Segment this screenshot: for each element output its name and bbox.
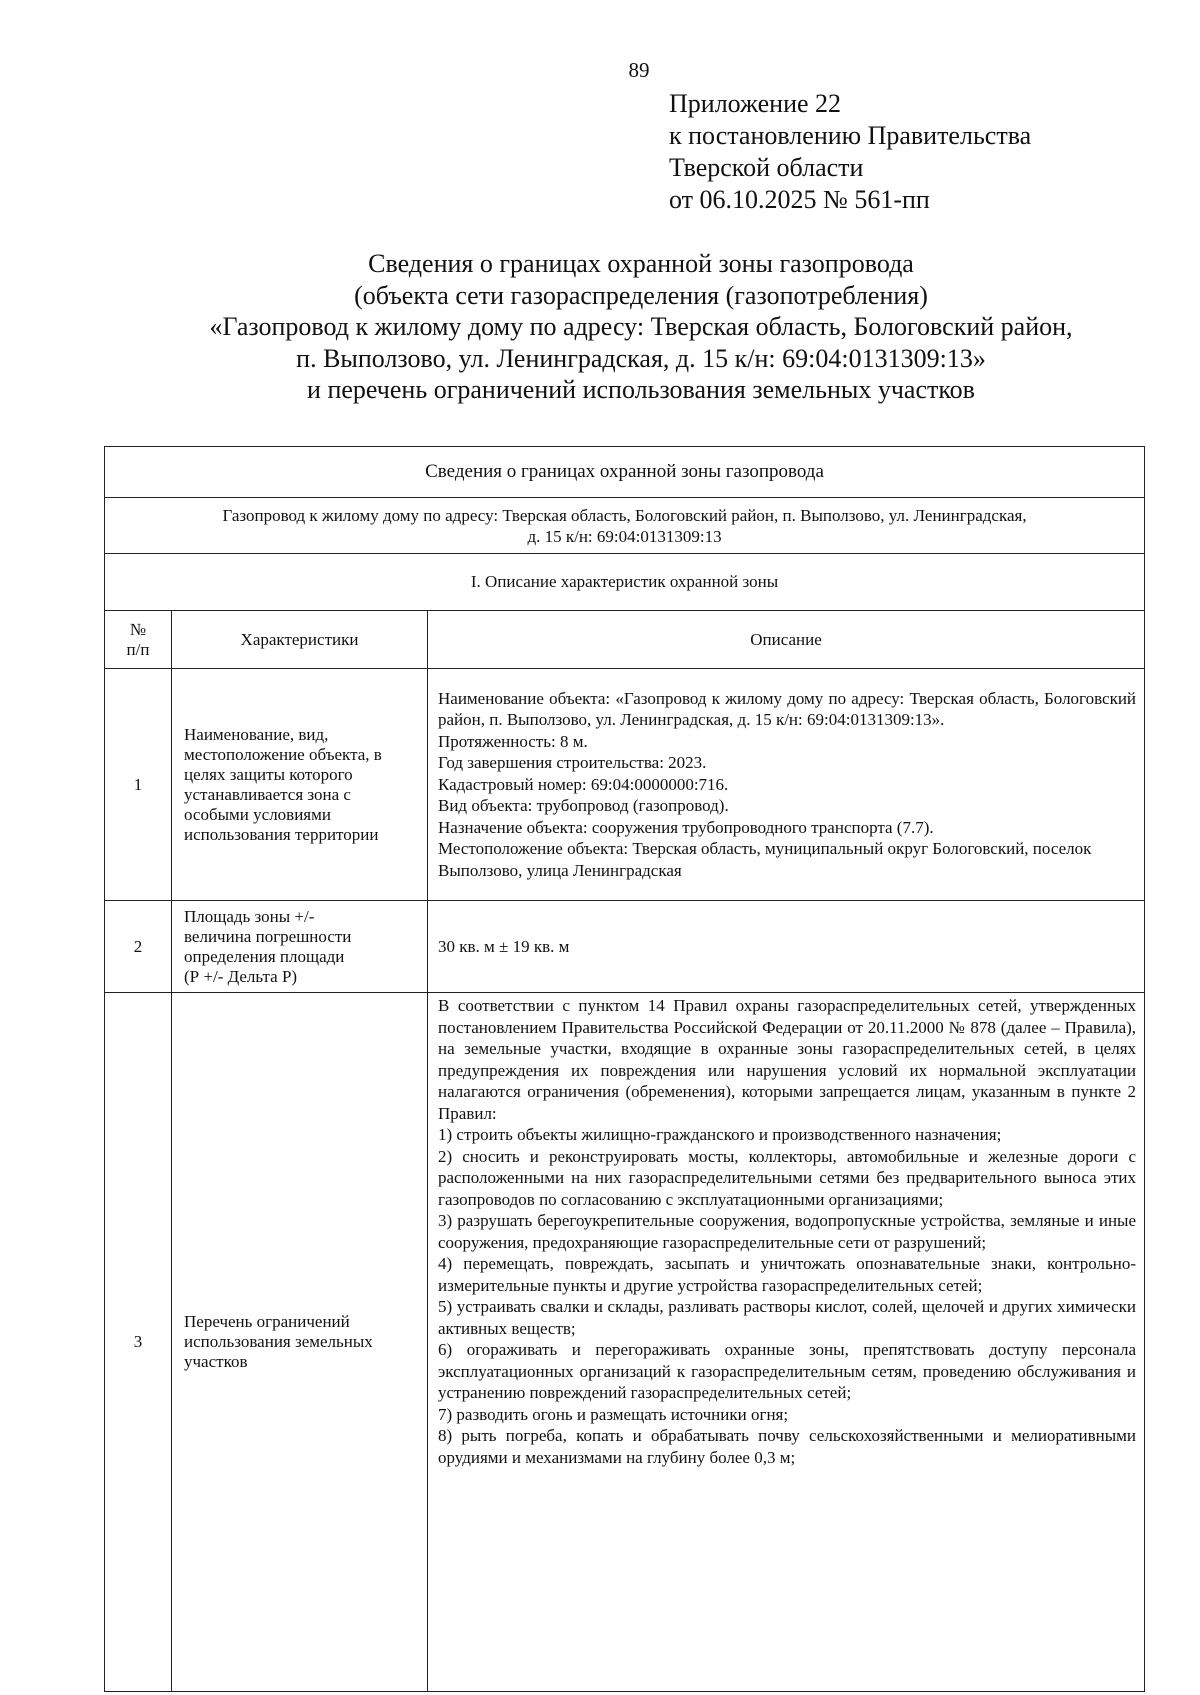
description-paragraph: 3) разрушать берегоукрепительные сооружения, водопропускные устройства, земляные и иные сооружения, предохраняющие газораспределительные сети от разрушений; — [438, 1211, 1137, 1252]
title-line-1: Сведения о границах охранной зоны газопровода — [368, 249, 914, 278]
row-number: 3 — [105, 993, 172, 1692]
appendix-line-4: от 06.10.2025 № 561-пп — [669, 185, 930, 214]
title-line-5: и перечень ограничений использования земельных участков — [307, 375, 975, 404]
column-header-number-line-2: п/п — [126, 639, 150, 659]
table-header-object-line-2: д. 15 к/н: 69:04:0131309:13 — [527, 526, 722, 546]
row-description — [428, 993, 1145, 1692]
title-line-2: (объекта сети газораспределения (газопотребления) — [354, 280, 928, 310]
appendix-line-2: к постановлению Правительства — [669, 121, 1032, 150]
description-paragraph: Вид объекта: трубопровод (газопровод). — [438, 796, 729, 816]
characteristic-line: величина погрешности — [184, 926, 352, 946]
title-line-4: п. Выползово, ул. Ленинградская, д. 15 к/н: 69:04:0131309:13» — [296, 343, 986, 373]
appendix-line-3: Тверской области — [669, 153, 864, 182]
description-paragraph: 6) огораживать и перегораживать охранные зоны, препятствовать доступу персонала эксплуатационных организаций к газораспределительным сетям, проведению обслуживания и устранению повреждений газораспределительных сетей; — [438, 1340, 1137, 1402]
table-header-object — [105, 498, 1145, 554]
description-paragraph: Протяженность: 8 м. — [438, 731, 588, 751]
characteristic-line: определения площади — [184, 946, 345, 966]
document-title — [100, 248, 1182, 406]
description-paragraph: 5) устраивать свалки и склады, разливать растворы кислот, солей, щелочей и других химически активных веществ; — [438, 1297, 1137, 1338]
column-header-number-line-1: № — [129, 619, 147, 639]
description-paragraph: 2) сносить и реконструировать мосты, коллекторы, автомобильные и железные дороги с расположенными на них газораспределительными сетями без предварительного выноса этих газопроводов по согласованию с эксплуатационными организациями; — [438, 1146, 1137, 1209]
appendix-block — [669, 88, 1031, 216]
row-characteristic: Перечень ограничений использования земельных участков — [172, 993, 428, 1692]
row-characteristic — [172, 901, 428, 993]
title-line-3: «Газопровод к жилому дому по адресу: Тверская область, Бологовский район, — [209, 312, 1073, 341]
row-description: 30 кв. м ± 19 кв. м — [428, 901, 1145, 993]
row-number: 1 — [105, 669, 172, 901]
description-paragraph: Кадастровый номер: 69:04:0000000:716. — [438, 774, 729, 794]
characteristic-line: (Р +/- Дельта Р) — [184, 966, 298, 986]
page-number: 89 — [628, 58, 650, 82]
row-number: 2 — [105, 901, 172, 993]
description-paragraph: Наименование объекта: «Газопровод к жилому дому по адресу: Тверская область, Бологовский район, п. Выползово, ул. Ленинградская, д. 15 к/н: 69:04:0131309:13». — [438, 688, 1137, 730]
description-paragraph: Назначение объекта: сооружения трубопроводного транспорта (7.7). — [438, 817, 934, 837]
description-paragraph: 7) разводить огонь и размещать источники огня; — [438, 1404, 789, 1424]
appendix-line-1: Приложение 22 — [669, 89, 842, 118]
column-header-description: Описание — [428, 611, 1145, 669]
description-paragraph: В соответствии с пунктом 14 Правил охраны газораспределительных сетей, утвержденных постановлением Правительства Российской Федерации от 20.11.2000 № 878 (далее – Правила), на земельные участки, входящие в охранные зоны газораспределительных сетей, в целях предупреждения их повреждения или нарушения условий их нормальной эксплуатации налагаются ограничения (обременения), которыми запрещается лицам, указанным в пункте 2 Правил: — [438, 996, 1137, 1123]
column-header-characteristics: Характеристики — [172, 611, 428, 669]
table-row — [105, 993, 1145, 1692]
table-header-title: Сведения о границах охранной зоны газопровода — [105, 447, 1145, 498]
table-row — [105, 901, 1145, 993]
table-row — [105, 669, 1145, 901]
description-paragraph: 1) строить объекты жилищно-гражданского и производственного назначения; — [438, 1125, 1002, 1144]
characteristic-line: Площадь зоны +/- — [184, 906, 315, 926]
column-header-number — [105, 611, 172, 669]
description-paragraph: Год завершения строительства: 2023. — [438, 753, 707, 773]
row-description — [428, 669, 1145, 901]
description-paragraph: 8) рыть погреба, копать и обрабатывать почву сельскохозяйственными и мелиоративными орудиями и механизмами на глубину более 0,3 м; — [438, 1426, 1137, 1467]
row-characteristic: Наименование, вид, местоположение объекта, в целях защиты которого устанавливается зона с особыми условиями использования территории — [172, 669, 428, 901]
description-paragraph: Местоположение объекта: Тверская область, муниципальный округ Бологовский, поселок Выползово, улица Ленинградская — [438, 839, 1092, 880]
description-paragraph: 4) перемещать, повреждать, засыпать и уничтожать опознавательные знаки, контрольно-измерительные пункты и другие устройства газораспределительных сетей; — [438, 1254, 1137, 1295]
table-section-title: I. Описание характеристик охранной зоны — [105, 554, 1145, 611]
protection-zone-table — [104, 446, 1145, 1692]
table-header-object-line-1: Газопровод к жилому дому по адресу: Тверская область, Бологовский район, п. Выползово, ул. Ленинградская, — [222, 505, 1027, 525]
